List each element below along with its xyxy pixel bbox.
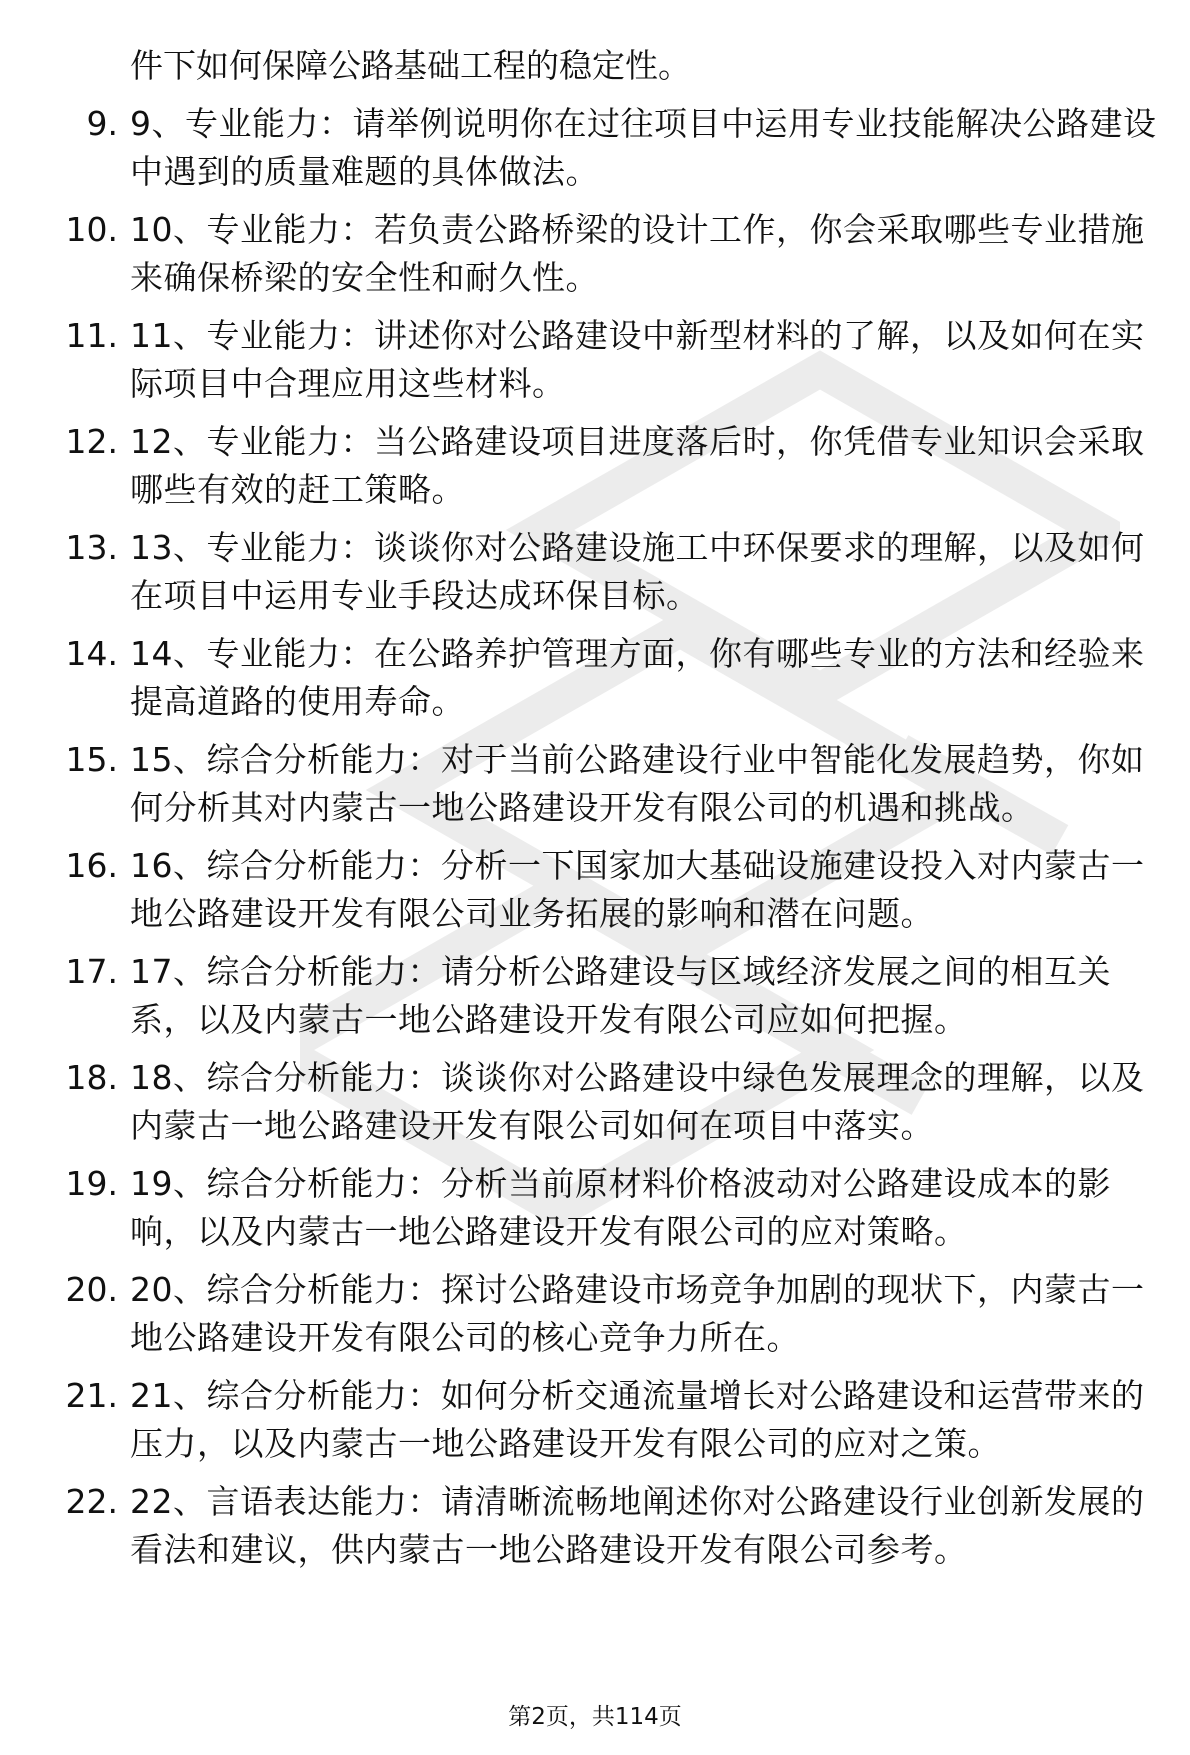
- item-text: 9、专业能力：请举例说明你在过往项目中运用专业技能解决公路建设中遇到的质量难题的具体做法。: [130, 104, 1157, 191]
- page-footer: 第2页，共114页: [508, 1704, 682, 1730]
- item-text: 16、综合分析能力：分析一下国家加大基础设施建设投入对内蒙古一地公路建设开发有限公司业务拓展的影响和潜在问题。: [130, 846, 1145, 933]
- item-number: 9.: [86, 104, 118, 143]
- list-item: [0, 630, 1190, 726]
- item-number: 12.: [65, 422, 118, 461]
- item-text: 11、专业能力：讲述你对公路建设中新型材料的了解，以及如何在实际项目中合理应用这些材料。: [130, 316, 1145, 403]
- item-text: 12、专业能力：当公路建设项目进度落后时，你凭借专业知识会采取哪些有效的赶工策略。: [130, 422, 1145, 509]
- item-text: 14、专业能力：在公路养护管理方面，你有哪些专业的方法和经验来提高道路的使用寿命。: [130, 634, 1145, 721]
- item-number: 21.: [65, 1376, 118, 1415]
- list-item: [0, 1478, 1190, 1574]
- item-number: 18.: [65, 1058, 118, 1097]
- list-item: [0, 842, 1190, 938]
- item-text: 18、综合分析能力：谈谈你对公路建设中绿色发展理念的理解，以及内蒙古一地公路建设开发有限公司如何在项目中落实。: [130, 1058, 1145, 1145]
- item-number: 15.: [65, 740, 118, 779]
- item-number: 14.: [65, 634, 118, 673]
- item-text: 19、综合分析能力：分析当前原材料价格波动对公路建设成本的影响，以及内蒙古一地公路建设开发有限公司的应对策略。: [130, 1164, 1111, 1251]
- item-number: 22.: [65, 1482, 118, 1521]
- item-text: 15、综合分析能力：对于当前公路建设行业中智能化发展趋势，你如何分析其对内蒙古一地公路建设开发有限公司的机遇和挑战。: [130, 740, 1145, 827]
- item-number: 16.: [65, 846, 118, 885]
- item-number: 10.: [65, 210, 118, 249]
- list-item: [0, 736, 1190, 832]
- item-text: 21、综合分析能力：如何分析交通流量增长对公路建设和运营带来的压力，以及内蒙古一地公路建设开发有限公司的应对之策。: [130, 1376, 1145, 1463]
- item-text: 20、综合分析能力：探讨公路建设市场竞争加剧的现状下，内蒙古一地公路建设开发有限公司的核心竞争力所在。: [130, 1270, 1145, 1357]
- item-text: 17、综合分析能力：请分析公路建设与区域经济发展之间的相互关系，以及内蒙古一地公路建设开发有限公司应如何把握。: [130, 952, 1111, 1039]
- item-text: 13、专业能力：谈谈你对公路建设施工中环保要求的理解，以及如何在项目中运用专业手段达成环保目标。: [130, 528, 1145, 615]
- list-item: [0, 1372, 1190, 1468]
- list-item: [0, 524, 1190, 620]
- item-number: 20.: [65, 1270, 118, 1309]
- list-item: [0, 206, 1190, 302]
- item-number: 17.: [65, 952, 118, 991]
- question-list: [0, 42, 1190, 1584]
- list-item: [0, 948, 1190, 1044]
- list-item: [0, 312, 1190, 408]
- list-item: [0, 1266, 1190, 1362]
- item-text: 10、专业能力：若负责公路桥梁的设计工作，你会采取哪些专业措施来确保桥梁的安全性和耐久性。: [130, 210, 1145, 297]
- item-text: 22、言语表达能力：请清晰流畅地阐述你对公路建设行业创新发展的看法和建议，供内蒙古一地公路建设开发有限公司参考。: [130, 1482, 1145, 1569]
- item-number: 13.: [65, 528, 118, 567]
- list-item: [0, 418, 1190, 514]
- list-item: [0, 1054, 1190, 1150]
- item-number: 19.: [65, 1164, 118, 1203]
- item-number: 11.: [65, 316, 118, 355]
- list-item: [0, 1160, 1190, 1256]
- continuation-line: 件下如何保障公路基础工程的稳定性。: [130, 46, 691, 85]
- list-item: [0, 100, 1190, 196]
